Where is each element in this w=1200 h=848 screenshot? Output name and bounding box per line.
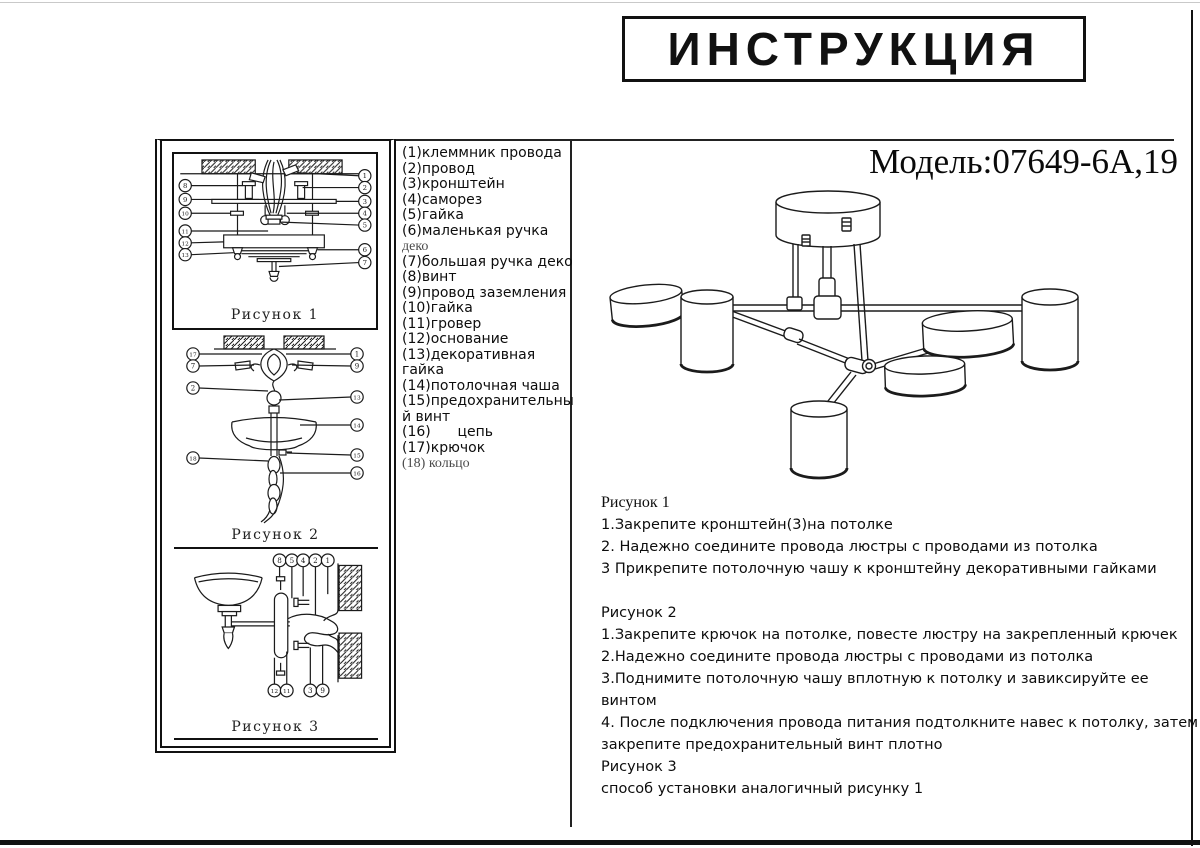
instruction-line: Рисунок 1 [601, 494, 670, 511]
fig1-callout: 13 [181, 253, 189, 260]
instruction-line: 1.Закрепите кронштейн(3)на потолке [601, 517, 893, 533]
instruction-line: винтом [601, 693, 657, 709]
fig3-callout: 12 [270, 688, 279, 696]
figures-panel [155, 139, 396, 753]
fig1-callout: 11 [181, 229, 189, 236]
parts-list-item: (10)гайка [402, 300, 473, 316]
instruction-line: 2.Надежно соедините провода люстры с проводами из потолка [601, 649, 1094, 665]
parts-list [402, 146, 572, 472]
fig1-callout: 6 [362, 246, 367, 255]
figure-2-drawing [180, 334, 370, 526]
page-title: ИНСТРУКЦИЯ [667, 23, 1041, 75]
instruction-line: Рисунок 3 [601, 759, 677, 775]
parts-list-item: (3)кронштейн [402, 176, 505, 192]
fig2-callout: 1 [354, 350, 360, 359]
parts-list-item: (17)крючок [402, 439, 486, 456]
fig2-callout: 17 [189, 352, 197, 359]
parts-list-item: (15)предохранительны [402, 393, 574, 409]
page-bottom-border [0, 840, 1200, 845]
fig3-callout: 3 [308, 686, 313, 696]
fig2-callout: 14 [353, 423, 361, 430]
instruction-line: 3 Прикрепите потолочную чашу к кронштейну декоративными гайками [601, 561, 1157, 577]
instruction-line: закрепите предохранительный винт плотно [601, 737, 943, 753]
fig1-callout: 3 [362, 197, 367, 206]
parts-list-item: (7)большая ручка деко [402, 253, 573, 270]
fig3-callout: 4 [300, 555, 306, 565]
chandelier-drawing [599, 178, 1192, 496]
parts-list-item: (1)клеммник провода [402, 145, 562, 161]
fig3-callout: 1 [325, 555, 331, 565]
fig1-callout: 1 [362, 172, 367, 181]
fig1-callout: 5 [362, 221, 367, 230]
parts-list-item: (13)декоративная [402, 346, 536, 363]
parts-list-item: (11)гровер [402, 315, 482, 332]
figure-1-caption: Рисунок 1 [230, 307, 320, 323]
fig1-callout: 10 [181, 211, 189, 218]
figure-3-underline [174, 738, 378, 740]
instruction-line: 3.Поднимите потолочную чашу вплотную к потолку и завиксируйте ее [601, 671, 1149, 687]
parts-list-item: (4)саморез [402, 191, 483, 208]
parts-list-item: (5)гайка [402, 207, 464, 223]
title-box [622, 16, 1086, 82]
parts-list-item: й винт [402, 408, 451, 425]
figure-3-drawing [174, 553, 379, 705]
parts-list-item: (12)основание [402, 331, 509, 347]
fig1-callout: 2 [362, 184, 367, 193]
fig1-callout: 7 [362, 259, 367, 268]
page-top-edge [0, 2, 1200, 3]
instruction-line: 2. Надежно соедините провода люстры с проводами из потолка [601, 539, 1098, 555]
fig3-callout: 8 [277, 555, 282, 565]
fig2-callout: 16 [353, 471, 361, 478]
instruction-line: Рисунок 2 [601, 605, 677, 621]
fig3-callout: 11 [282, 688, 291, 696]
figure-1-drawing [174, 156, 376, 306]
parts-list-item: (8)винт [402, 269, 457, 285]
parts-list-item: (16) цепь [402, 424, 493, 440]
fig2-callout: 9 [354, 362, 360, 371]
figure-divider-line [174, 547, 378, 549]
fig2-callout: 7 [190, 362, 196, 371]
figure-1-box [172, 152, 378, 330]
parts-list-item: (6)маленькая ручка [402, 222, 549, 239]
parts-list-item: (2)провод [402, 160, 475, 177]
parts-list-item: деко [402, 239, 429, 254]
parts-list-item: (14)потолочная чаша [402, 377, 560, 394]
figure-3-caption: Рисунок 3 [231, 719, 320, 735]
fig1-callout: 12 [181, 241, 189, 248]
fig1-callout: 8 [183, 182, 188, 191]
fig2-callout: 18 [189, 456, 197, 463]
instruction-line: 4. После подключения провода питания подтолкните навес к потолку, затем [601, 715, 1199, 731]
fig2-callout: 13 [353, 395, 361, 402]
fig3-callout: 2 [313, 555, 318, 565]
parts-list-item: гайка [402, 362, 445, 378]
instruction-line: способ установки аналогичный рисунку 1 [601, 781, 924, 797]
fig1-callout: 9 [183, 195, 188, 204]
fig2-callout: 2 [190, 384, 196, 393]
fig3-callout: 9 [320, 686, 325, 696]
figure-2-caption: Рисунок 2 [231, 527, 320, 543]
model-divider-line [590, 139, 1174, 141]
fig2-callout: 15 [353, 453, 361, 460]
frame-top-line [396, 139, 592, 141]
parts-list-item: (18) кольцо [402, 456, 470, 471]
model-number: Модель:07649-6A,19 [869, 142, 1178, 181]
fig1-callout: 4 [362, 209, 367, 218]
parts-list-item: (9)провод заземления [402, 284, 567, 301]
instructions-text [601, 492, 1199, 800]
fig3-callout: 5 [289, 555, 295, 565]
instruction-line: 1.Закрепите крючок на потолке, повесте люстру на закрепленный крючек [601, 627, 1178, 643]
